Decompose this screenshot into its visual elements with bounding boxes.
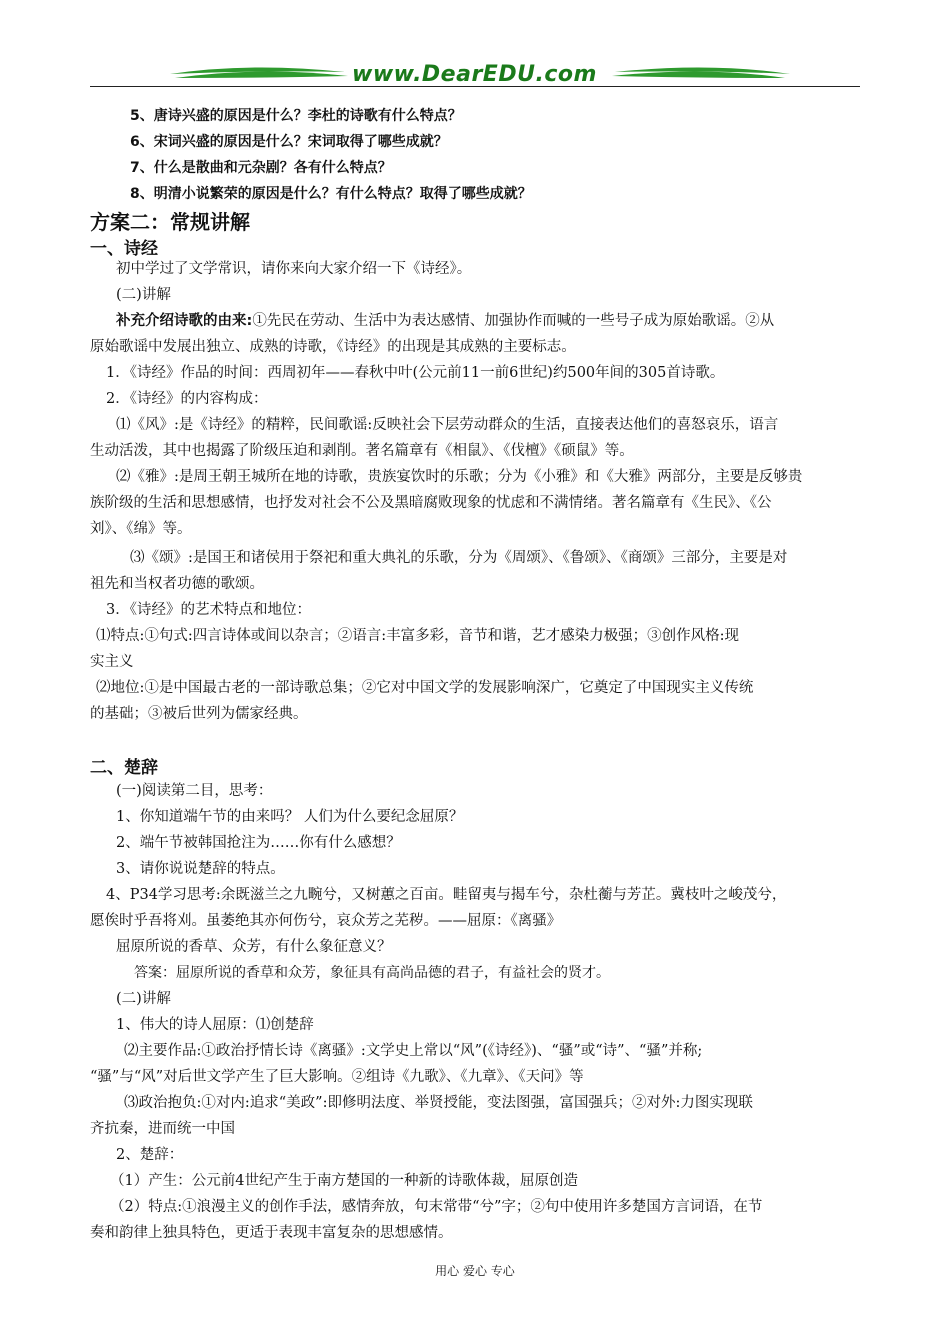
question-5: 5、唐诗兴盛的原因是什么？李杜的诗歌有什么特点？ <box>130 108 462 124</box>
chuci-heading: 2、楚辞： <box>116 1147 184 1163</box>
header-divider <box>90 86 860 87</box>
song-line-2: 祖先和当权者功德的歌颂。 <box>90 576 264 592</box>
politics-line-2: 齐抗秦，进而统一中国 <box>90 1121 235 1137</box>
section2-q2: 2、端午节被韩国抢注为……你有什么感想？ <box>116 835 401 851</box>
section2-q4-line-2: 愿俟时乎吾将刈。虽萎绝其亦何伤兮，哀众芳之芜秽。——屈原：《离骚》 <box>90 913 562 929</box>
question-7: 7、什么是散曲和元杂剧？各有什么特点？ <box>130 160 392 176</box>
politics-line-1: ⑶政治抱负:①对内:追求“美政”:即修明法度、举贤授能，变法图强，富国强兵；②对外:力图实现联 <box>124 1095 753 1111</box>
feng-line-1: ⑴《风》:是《诗经》的精粹，民间歌谣:反映社会下层劳动群众的生活，直接表达他们的喜怒哀乐，语言 <box>116 417 779 433</box>
ya-line-1: ⑵《雅》:是周王朝王城所在地的诗歌，贵族宴饮时的乐歌；分为《小雅》和《大雅》两部分，主要是反够贵 <box>116 469 803 485</box>
diwei-line-1: ⑵地位:①是中国最古老的一部诗歌总集；②它对中国文学的发展影响深广，它奠定了中国现实主义传统 <box>96 680 754 696</box>
section1-subheading: (二)讲解 <box>116 287 171 303</box>
origin-line-1 <box>116 308 774 334</box>
feng-line-2: 生动活泼，其中也揭露了阶级压迫和剥削。著名篇章有《相鼠》、《伐檀》《硕鼠》等。 <box>90 443 634 459</box>
section2-answer: 答案：屈原所说的香草和众芳，象征具有高尚品德的君子，有益社会的贤才。 <box>134 965 610 981</box>
question-6: 6、宋词兴盛的原因是什么？宋词取得了哪些成就？ <box>130 134 448 150</box>
page-footer: 用心 爱心 专心 <box>435 1264 515 1278</box>
chuci-tedian-line-2: 奏和韵律上独具特色，更适于表现丰富复杂的思想感情。 <box>90 1225 453 1241</box>
works-line-1: ⑵主要作品:①政治抒情长诗《离骚》:文学史上常以“风”(《诗经》)、“骚”或“诗”、“骚”并称; <box>124 1043 703 1059</box>
question-8: 8、明清小说繁荣的原因是什么？有什么特点？取得了哪些成就？ <box>130 186 532 202</box>
tedian-line-2: 实主义 <box>90 654 134 670</box>
song-line-1: ⑶《颂》:是国王和诸侯用于祭祀和重大典礼的乐歌，分为《周颂》、《鲁颂》、《商颂》三部分，主要是对 <box>130 550 788 566</box>
plan-title: 方案二：常规讲解 <box>90 210 250 234</box>
section2-q3: 3、请你说说楚辞的特点。 <box>116 861 285 877</box>
origin-label: 补充介绍诗歌的由来: <box>116 313 253 329</box>
section2-q4-line-1: 4、P34学习思考:余既滋兰之九畹兮，又树蕙之百亩。畦留夷与揭车兮，杂杜蘅与芳芷。冀枝叶之峻茂兮， <box>106 887 787 903</box>
ya-line-3: 刘》、《绵》等。 <box>90 521 192 537</box>
origin-text: ①先民在劳动、生活中为表达感情、加强协作而喊的一些号子成为原始歌谣。②从 <box>252 313 775 329</box>
origin-line-2: 原始歌谣中发展出独立、成熟的诗歌，《诗经》的出现是其成熟的主要标志。 <box>90 339 576 355</box>
section1-intro: 初中学过了文学常识，请你来向大家介绍一下《诗经》。 <box>116 261 472 277</box>
tedian-line-1: ⑴特点:①句式:四言诗体或间以杂言；②语言:丰富多彩，音节和谐，艺才感染力极强；③创作风格:现 <box>96 628 740 644</box>
ya-line-2: 族阶级的生活和思想感情，也抒发对社会不公及黑暗腐败现象的忧虑和不满情绪。著名篇章有《生民》、《公 <box>90 495 772 511</box>
chuci-origin: （1）产生：公元前4世纪产生于南方楚国的一种新的诗歌体裁，屈原创造 <box>110 1173 578 1189</box>
section2-subheading: (二)讲解 <box>116 991 171 1007</box>
section2-q5: 屈原所说的香草、众芳，有什么象征意义？ <box>116 939 392 955</box>
shijing-art-heading: 3．《诗经》的艺术特点和地位： <box>106 602 311 618</box>
section2-read: (一)阅读第二目，思考： <box>116 783 273 799</box>
quyuan-heading: 1、伟大的诗人屈原：⑴创楚辞 <box>116 1017 314 1033</box>
section-title-chuci: 二、楚辞 <box>90 758 158 778</box>
shijing-content-heading: 2．《诗经》的内容构成： <box>106 391 268 407</box>
shijing-period: 1．《诗经》作品的时间：西周初年——春秋中叶(公元前11一前6世纪)约500年间的305首诗歌。 <box>106 365 725 381</box>
works-line-2: “骚”与“风”对后世文学产生了巨大影响。②组诗《九歌》、《九章》、《天问》等 <box>90 1069 584 1085</box>
diwei-line-2: 的基础；③被后世列为儒家经典。 <box>90 706 308 722</box>
section2-q1: 1、你知道端午节的由来吗？ 人们为什么要纪念屈原？ <box>116 809 464 825</box>
section-title-shijing: 一、诗经 <box>90 239 158 259</box>
site-brand-logo: www.DearEDU.com <box>352 62 597 87</box>
chuci-tedian-line-1: （2）特点:①浪漫主义的创作手法，感情奔放，句末常带“兮”字；②句中使用许多楚国方言词语，在节 <box>110 1199 763 1215</box>
